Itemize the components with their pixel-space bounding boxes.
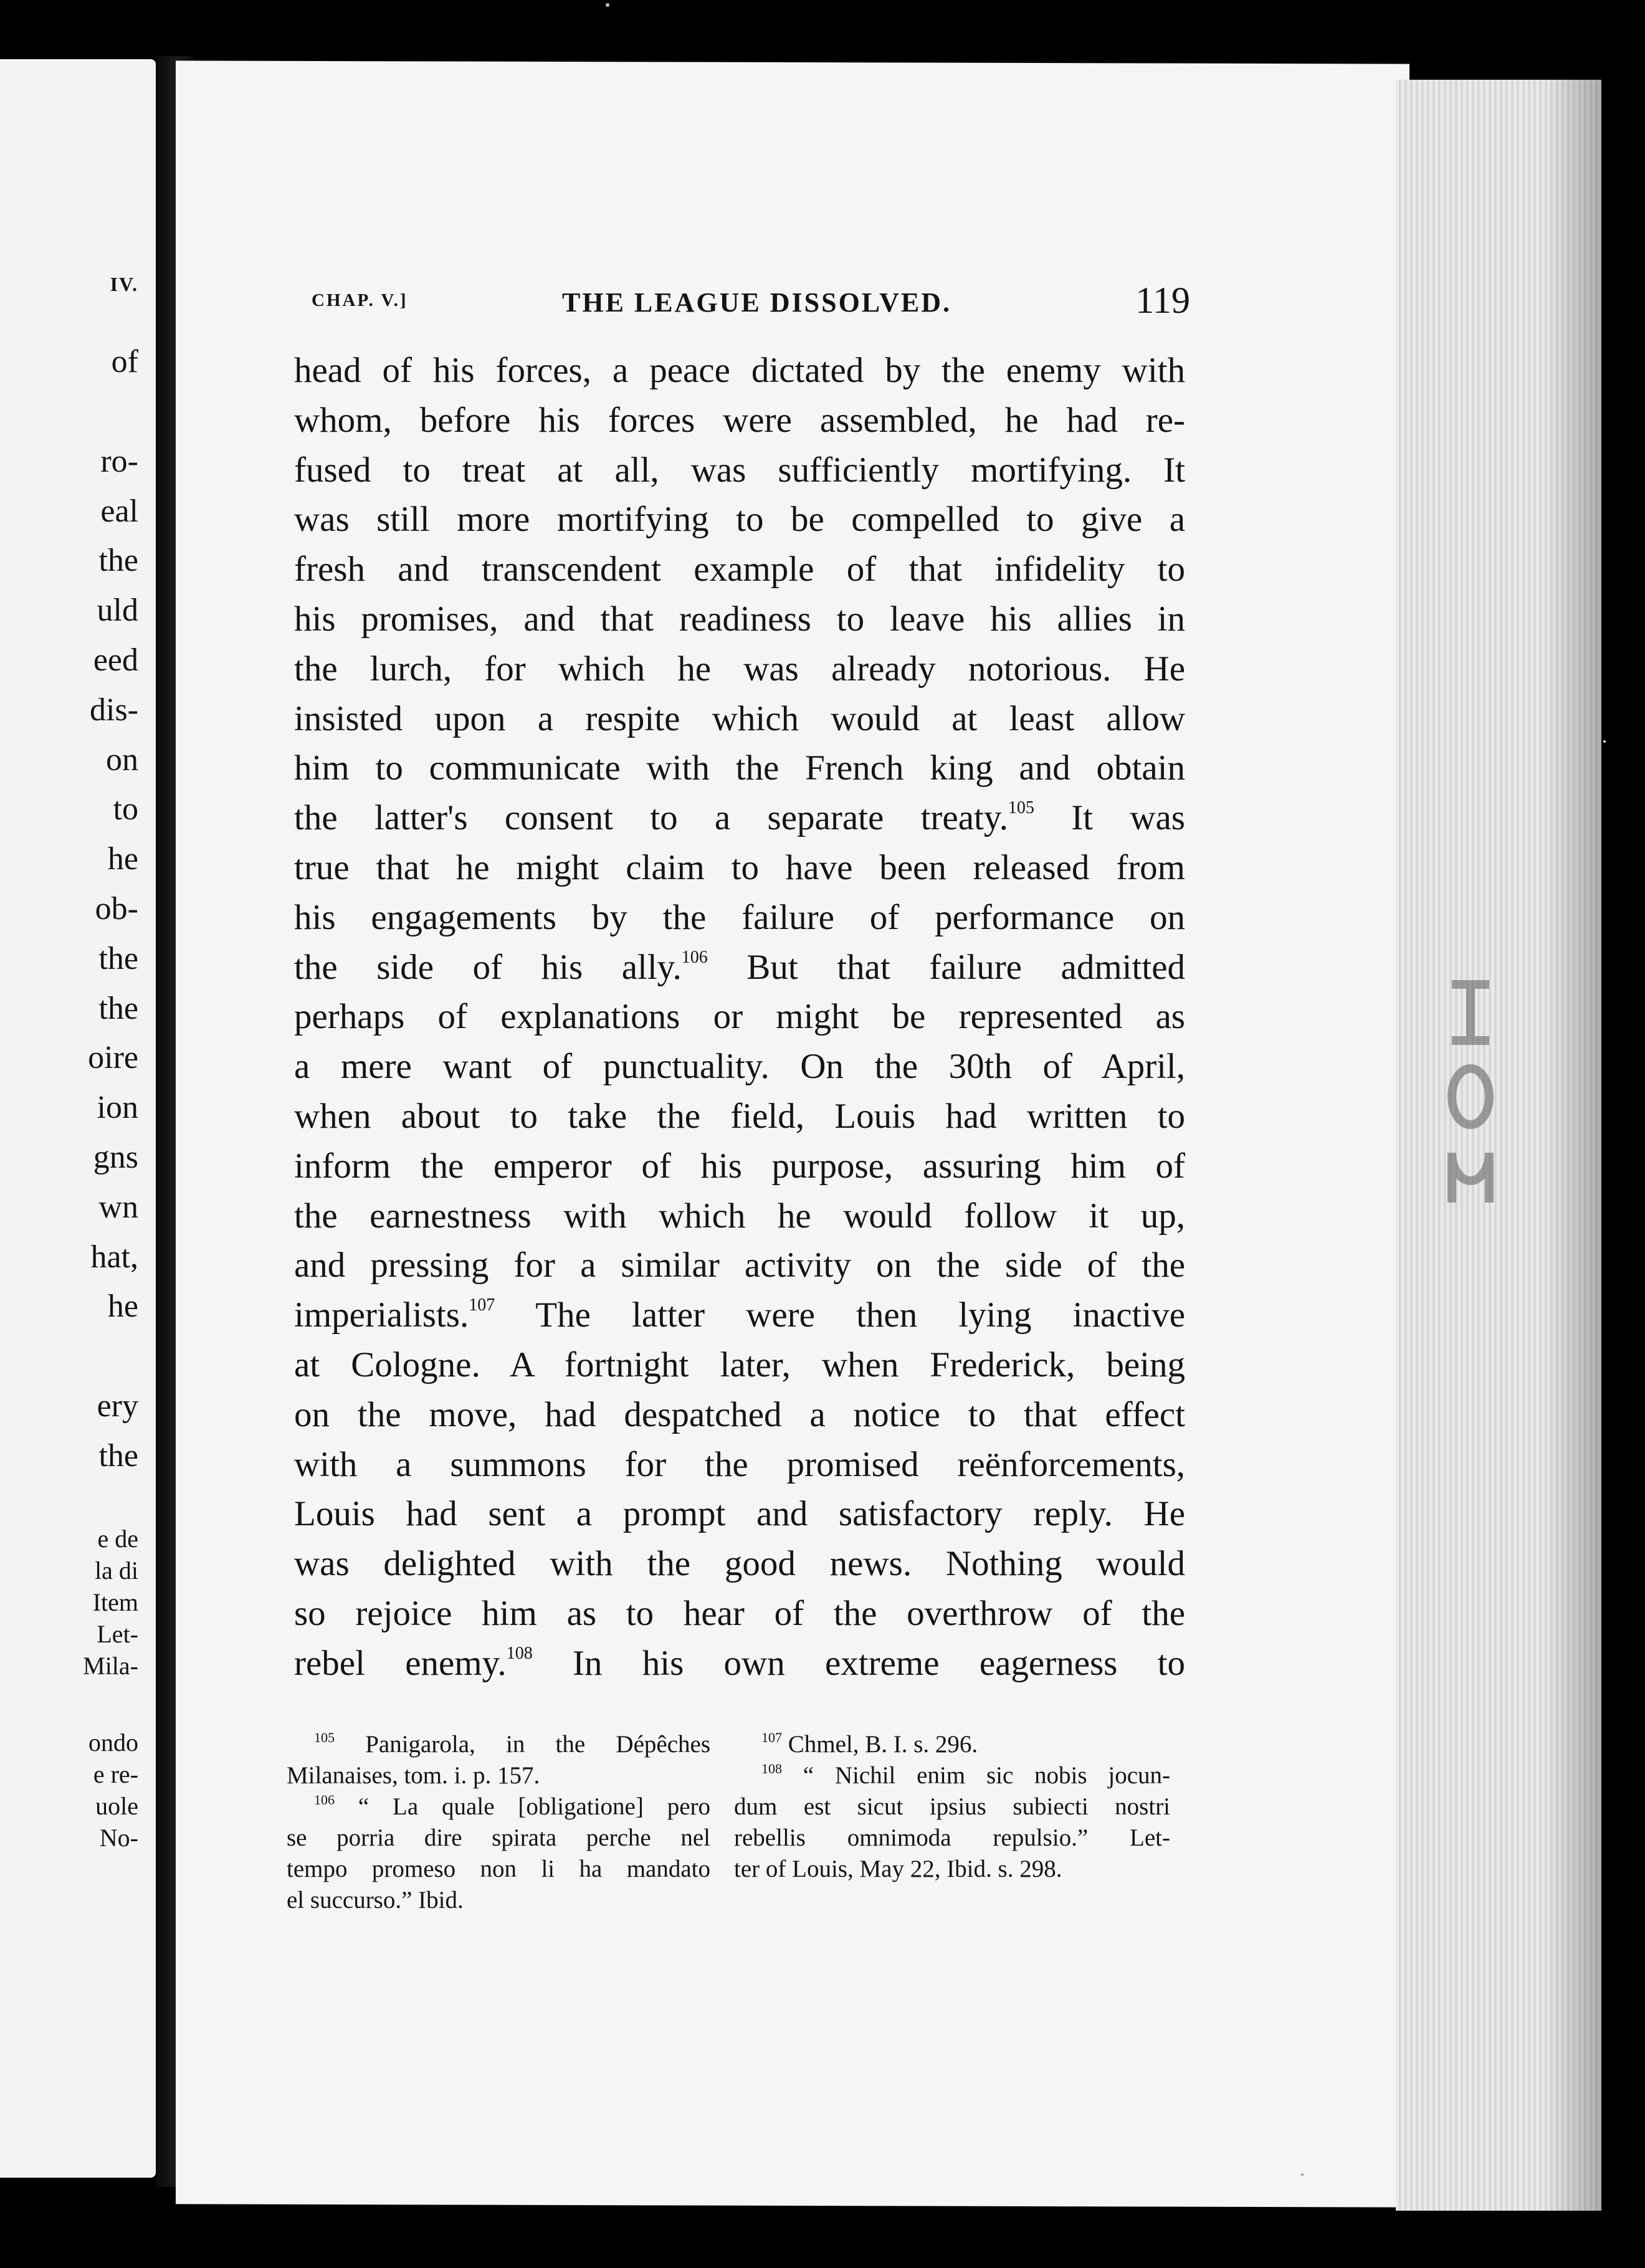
footnote-reference: 107	[469, 1295, 495, 1315]
footnote-line	[734, 1760, 1170, 1791]
text-line	[294, 594, 1185, 644]
text-line	[294, 495, 1185, 545]
page-number: 119	[1135, 280, 1190, 321]
footnote-text: Panigarola, in the Dépêches	[335, 1731, 710, 1758]
line-text: a mere want of punctuality. On the 30th of April,	[294, 1047, 1185, 1087]
previous-page-line-fragment: gns	[93, 1140, 138, 1175]
previous-page-line-fragment: uld	[97, 593, 138, 629]
previous-page-line-fragment: the	[98, 940, 138, 976]
previous-page-line-fragment: eal	[100, 493, 138, 529]
footnote-text: ter of Louis, May 22, Ibid. s. 298.	[734, 1856, 1062, 1882]
text-line	[294, 396, 1185, 446]
footnote-text: Chmel, B. I. s. 296.	[782, 1731, 978, 1758]
footnote-number: 107	[761, 1730, 782, 1745]
previous-page-line-fragment: he	[107, 1289, 138, 1325]
text-line	[294, 992, 1185, 1042]
footnote-line	[734, 1854, 1170, 1885]
text-line	[294, 694, 1185, 744]
previous-page-line-fragment: ion	[97, 1090, 138, 1126]
text-line	[294, 793, 1185, 843]
previous-page-line-fragment: the	[98, 990, 138, 1026]
text-line	[294, 1589, 1185, 1639]
footnote-reference: 106	[681, 947, 708, 967]
line-text: inform the emperor of his purpose, assuring him of	[294, 1146, 1185, 1186]
footnote-text: tempo promeso non li ha mandato	[287, 1856, 710, 1882]
previous-page-footnote-fragment: e re-	[93, 1760, 138, 1788]
text-line	[294, 1440, 1185, 1490]
line-text-continued: It was	[1034, 798, 1185, 838]
line-text: perhaps of explanations or might be represented as	[294, 997, 1185, 1037]
line-text-continued: But that failure admitted	[707, 947, 1185, 987]
footnote-number: 105	[314, 1730, 335, 1745]
line-text: the earnestness with which he would follow it up,	[294, 1196, 1185, 1236]
line-text: rebel enemy.	[294, 1643, 507, 1683]
previous-page-footnote-fragment: No-	[99, 1824, 138, 1852]
previous-page-footnote-fragment: uole	[95, 1792, 138, 1820]
previous-page-footnote-fragment: Mila-	[83, 1652, 138, 1680]
text-line	[294, 893, 1185, 943]
previous-page-line-fragment: ery	[97, 1388, 138, 1424]
footnote-number: 108	[761, 1761, 782, 1776]
previous-page-line-fragment: eed	[93, 642, 138, 678]
text-line	[294, 346, 1185, 396]
footnote-text: rebellis omnimoda repulsio.” Let-	[734, 1824, 1170, 1851]
previous-page-line-fragment: of	[111, 344, 138, 379]
library-stamp	[1433, 972, 1508, 1234]
line-text: Louis had sent a prompt and satisfactory reply. He	[294, 1494, 1185, 1534]
footnote-text: Milanaises, tom. i. p. 157.	[287, 1762, 540, 1789]
text-line	[294, 1639, 1185, 1689]
footnote-line	[734, 1791, 1170, 1822]
chapter-label: CHAP. V.]	[312, 290, 408, 310]
line-text: true that he might claim to have been released from	[294, 847, 1185, 887]
footnotes	[287, 1729, 1171, 1953]
line-text: so rejoice him as to hear of the overthrow of the	[294, 1593, 1185, 1633]
previous-page-line-fragment: on	[106, 741, 138, 778]
footnote-line	[734, 1729, 1170, 1760]
text-line	[294, 743, 1185, 793]
footnote-line	[287, 1885, 710, 1916]
previous-page-text-fragments	[0, 59, 156, 2178]
previous-page-line-fragment: the	[98, 543, 138, 579]
previous-page-line-fragment: ro-	[100, 443, 138, 479]
running-header	[312, 279, 1190, 329]
line-text-continued: The latter were then lying inactive	[495, 1295, 1185, 1335]
footnote-line	[287, 1854, 710, 1885]
text-line	[294, 943, 1185, 993]
footnotes-left-column	[287, 1729, 710, 1916]
line-text: head of his forces, a peace dictated by the enemy with	[294, 351, 1185, 390]
line-text-continued: In his own extreme eagerness to	[532, 1643, 1185, 1683]
previous-page-line-fragment: the	[98, 1438, 138, 1474]
line-text: was still more mortifying to be compelled to give a	[294, 500, 1185, 540]
line-text: his engagements by the failure of performance on	[294, 897, 1185, 937]
text-line	[294, 644, 1185, 694]
line-text: fused to treat at all, was sufficiently mortifying. It	[294, 450, 1185, 490]
running-title: THE LEAGUE DISSOLVED.	[562, 287, 952, 318]
previous-page-line-fragment: dis-	[90, 692, 138, 728]
previous-page-line-fragment: ob-	[95, 891, 138, 927]
footnote-reference: 108	[506, 1643, 533, 1663]
footnote-text: se porria dire spirata perche nel	[287, 1824, 710, 1851]
footnote-line	[287, 1822, 710, 1854]
text-line	[294, 1390, 1185, 1440]
previous-page-line-fragment: hat,	[90, 1239, 138, 1275]
text-line	[294, 1241, 1185, 1290]
line-text: fresh and transcendent example of that infidelity to	[294, 550, 1185, 589]
line-text: at Cologne. A fortnight later, when Frederick, being	[294, 1345, 1185, 1384]
line-text: whom, before his forces were assembled, he had re-	[294, 400, 1185, 440]
footnote-text: dum est sicut ipsius subiecti nostri	[734, 1793, 1170, 1820]
text-line	[294, 1290, 1185, 1340]
previous-page-line-fragment: to	[113, 791, 138, 827]
text-line	[294, 446, 1185, 495]
text-line	[294, 1141, 1185, 1191]
footnote-line	[287, 1729, 710, 1760]
previous-page-footnote-fragment: e de	[97, 1525, 138, 1553]
footnote-text: el succurso.” Ibid.	[287, 1887, 464, 1913]
footnotes-right-column	[734, 1729, 1170, 1885]
previous-page-line-fragment: wn	[98, 1189, 138, 1225]
footnote-text: “ Nichil enim sic nobis jocun-	[782, 1762, 1170, 1789]
footnote-reference: 105	[1008, 798, 1034, 818]
footnote-text: “ La quale [obligatione] pero	[335, 1793, 710, 1820]
previous-page-footnote-fragment: la di	[95, 1556, 138, 1584]
line-text: him to communicate with the French king and obtain	[294, 748, 1185, 788]
text-line	[294, 1340, 1185, 1390]
footnote-line	[287, 1791, 710, 1822]
previous-page-footnote-fragment: ondo	[88, 1728, 138, 1756]
line-text: imperialists.	[294, 1295, 469, 1335]
footnote-number: 106	[314, 1792, 335, 1808]
previous-page-footnote-fragment: Let-	[97, 1620, 138, 1648]
line-text: when about to take the field, Louis had written to	[294, 1096, 1185, 1136]
text-line	[294, 1489, 1185, 1539]
previous-page-line-fragment: oire	[88, 1040, 138, 1076]
text-line	[294, 843, 1185, 893]
text-line	[294, 545, 1185, 594]
line-text: with a summons for the promised reënforcements,	[294, 1444, 1185, 1484]
text-line	[294, 1191, 1185, 1241]
text-line	[294, 1539, 1185, 1589]
line-text: and pressing for a similar activity on the side of the	[294, 1246, 1185, 1285]
previous-page-line-fragment: he	[107, 841, 138, 877]
line-text: insisted upon a respite which would at least allow	[294, 698, 1185, 738]
text-line	[294, 1092, 1185, 1141]
body-text	[294, 346, 1185, 1689]
footnote-line	[287, 1760, 710, 1791]
footnote-line	[734, 1822, 1170, 1854]
previous-page-footnote-fragment: Item	[92, 1588, 138, 1616]
previous-page	[0, 59, 156, 2178]
line-text: the lurch, for which he was already notorious. He	[294, 649, 1185, 688]
line-text: was delighted with the good news. Nothing would	[294, 1544, 1185, 1584]
text-line	[294, 1042, 1185, 1092]
line-text: the latter's consent to a separate treaty.	[294, 798, 1008, 838]
line-text: on the move, had despatched a notice to that effect	[294, 1394, 1185, 1434]
previous-page-header-fragment: IV.	[110, 273, 138, 295]
line-text: the side of his ally.	[294, 947, 682, 987]
line-text: his promises, and that readiness to leave his allies in	[294, 599, 1185, 639]
